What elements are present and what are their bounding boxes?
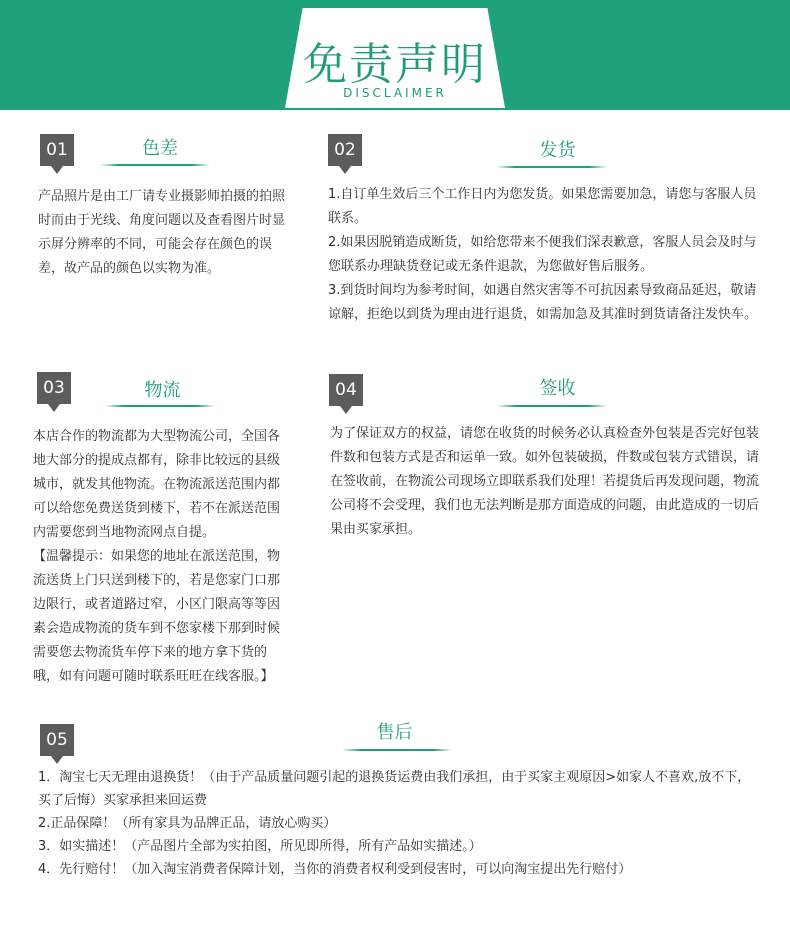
paragraph: 【温馨提示：如果您的地址在派送范围，物流送货上门只送到楼下的，若是您家门口那边限行，或者道路过窄，小区门限高等等因素会造成物流的货车到不您家楼下那到时候需要您去物流货车停下来的地方拿下货的哦，如有问题可随时联系旺旺在线客服。】 <box>33 549 281 684</box>
section-title-shipping: 发货 <box>539 140 576 161</box>
section-body-color-difference <box>38 185 286 281</box>
section-number-05: 05 <box>40 724 74 756</box>
section-title-logistics: 物流 <box>144 380 181 401</box>
section-underline <box>105 405 215 407</box>
section-underline <box>497 166 607 168</box>
paragraph: 为了保证双方的权益，请您在收货的时候务必认真检查外包装是否完好包装件数和包装方式是否和运单一致。如外包装破损，件数或包装方式错误，请在签收前，在物流公司现场立即联系我们处理！若提货后再发现问题，物流公司将不会受理，我们也无法判断是那方面造成的问题，由此造成的一切后果由买家承担。 <box>330 426 760 537</box>
section-number-01: 01 <box>40 134 74 166</box>
section-title-signing: 签收 <box>539 378 576 399</box>
section-body-signing <box>330 422 768 542</box>
paragraph: 本店合作的物流都为大型物流公司，全国各地大部分的提成点都有，除非比较远的县级城市，就发其他物流。在物流派送范围内都可以给您免费送货到楼下，若不在派送范围内需要您到当地物流网点自提。 <box>33 429 281 540</box>
section-underline <box>100 164 210 166</box>
section-number-04: 04 <box>329 374 363 406</box>
page-subtitle: DISCLAIMER <box>343 86 447 100</box>
section-underline <box>342 749 452 751</box>
paragraph: 3．如实描述！（产品图片全部为实拍图，所见即所得，所有产品如实描述。） <box>38 839 482 854</box>
section-body-logistics <box>33 425 286 689</box>
section-number-03: 03 <box>37 372 71 404</box>
paragraph: 产品照片是由工厂请专业摄影师拍摄的拍照时而由于光线、角度问题以及查看图片时显示屏分辨率的不同，可能会存在颜色的误差，故产品的颜色以实物为准。 <box>38 189 286 276</box>
section-title-color-difference: 色差 <box>142 138 178 159</box>
paragraph: 2.如果因脱销造成断货，如给您带来不便我们深表歉意，客服人员会及时与您联系办理缺货登记或无条件退款，为您做好售后服务。 <box>328 235 757 274</box>
section-underline <box>497 405 607 407</box>
paragraph: 1．淘宝七天无理由退换货！（由于产品质量问题引起的退换货运费由我们承担，由于买家主观原因>如家人不喜欢,放不下，买了后悔）买家承担来回运费 <box>38 770 751 808</box>
section-number-02: 02 <box>328 134 362 166</box>
paragraph: 4．先行赔付！（加入淘宝消费者保障计划，当你的消费者权利受到侵害时，可以向淘宝提出先行赔付） <box>38 862 632 877</box>
section-title-after-sales: 售后 <box>376 722 413 743</box>
section-body-after-sales <box>38 766 763 881</box>
page-title: 免责声明 <box>303 39 487 90</box>
paragraph: 3.到货时间均为参考时间，如遇自然灾害等不可抗因素导致商品延迟，敬请谅解，拒绝以到货为理由进行退货，如需加急及其准时到货请备注发快车。 <box>328 283 758 322</box>
paragraph: 1.自订单生效后三个工作日内为您发货。如果您需要加急，请您与客服人员联系。 <box>328 187 757 226</box>
section-body-shipping <box>328 183 766 327</box>
paragraph: 2.正品保障！（所有家具为品牌正品，请放心购买） <box>38 816 337 831</box>
